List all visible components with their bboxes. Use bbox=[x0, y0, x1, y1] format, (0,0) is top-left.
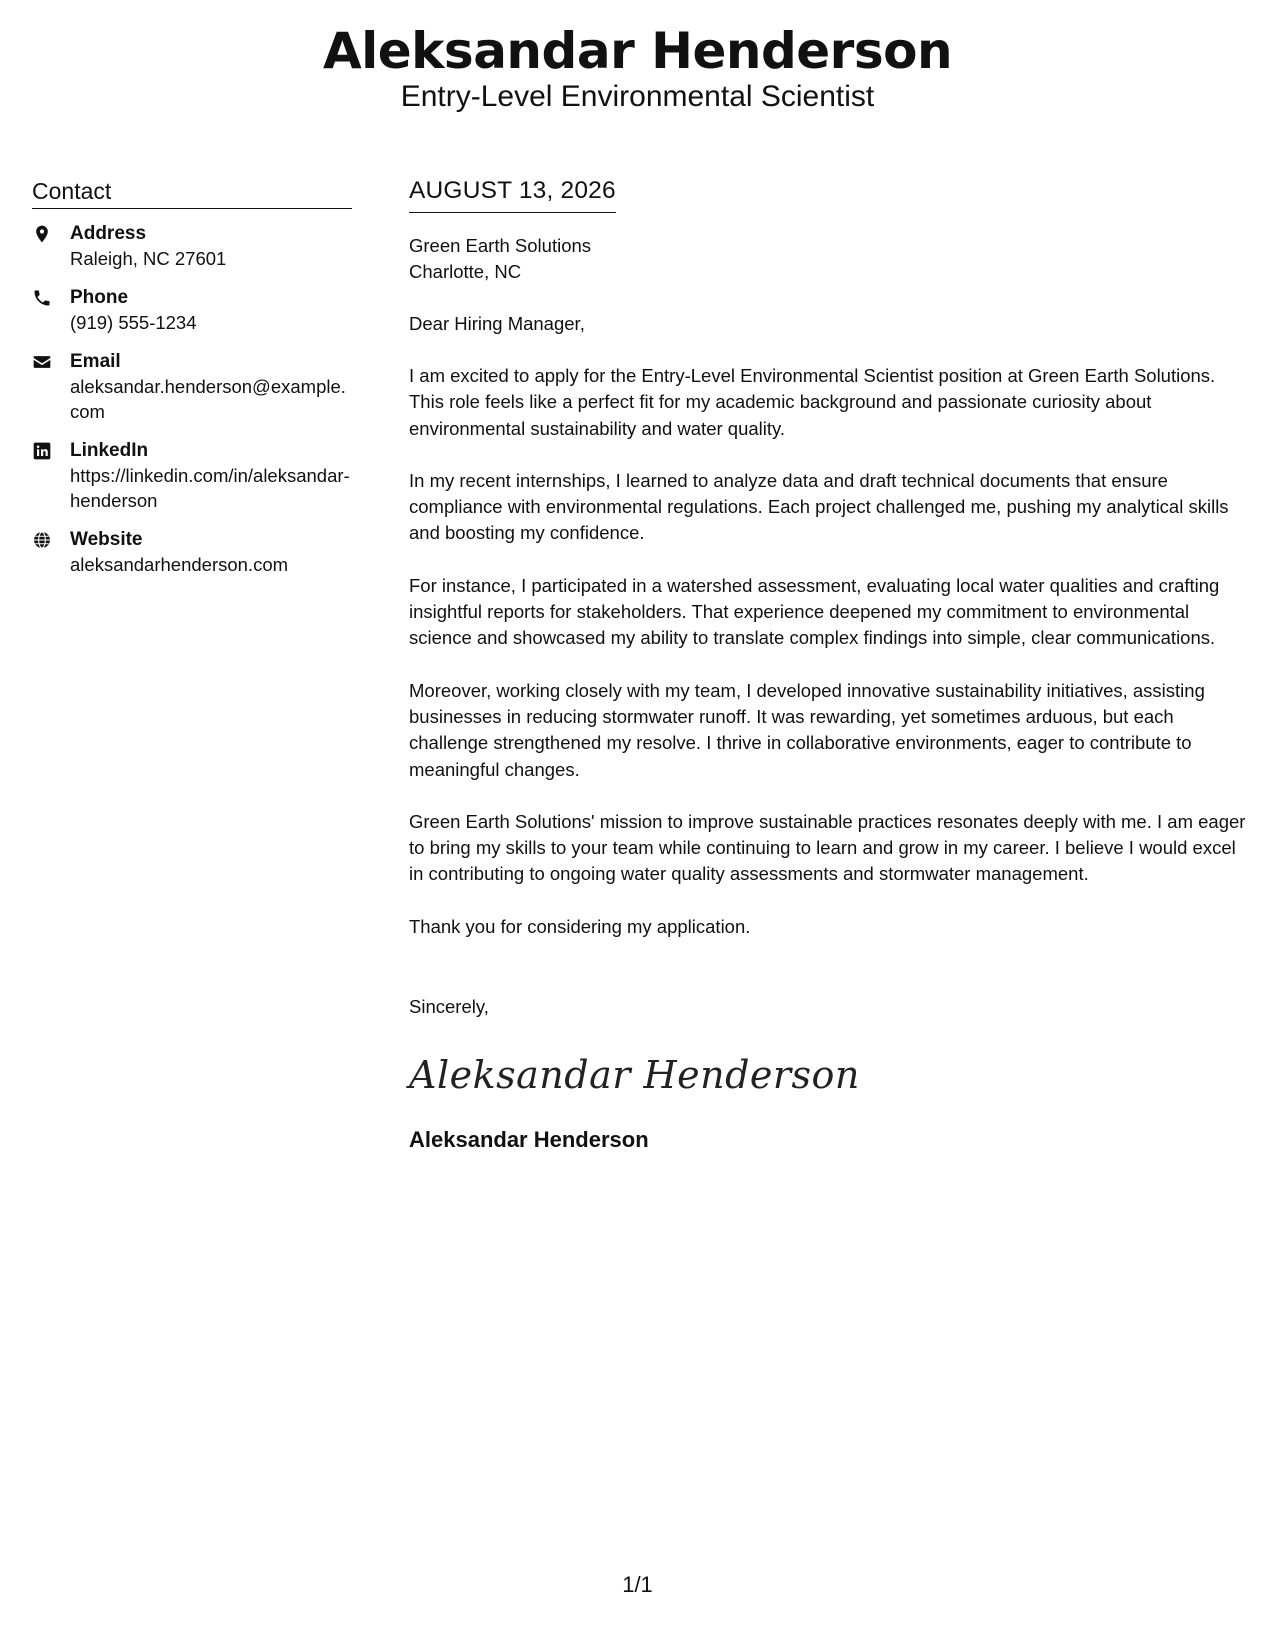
body-paragraph: Moreover, working closely with my team, I developed innovative sustainability initiatives, assisting businesses in reducing stormwater runoff. It was rewarding, yet sometimes arduous, but each challenge strengthened my resolve. I thrive in collaborative environments, eager to contribute to meaningful changes. bbox=[409, 679, 1205, 780]
contact-sidebar bbox=[32, 176, 352, 591]
contact-label: Website bbox=[70, 529, 143, 550]
body-paragraph: Green Earth Solutions' mission to improve sustainable practices resonates deeply with me. I am eager to bring my skills to your team while continuing to learn and grow in my career. I believe I would excel in contributing to ongoing water quality assessments and stormwater management. bbox=[409, 810, 1246, 885]
header bbox=[0, 22, 1275, 114]
contact-list bbox=[32, 221, 352, 577]
date-block bbox=[409, 176, 616, 213]
body-paragraph: In my recent internships, I learned to analyze data and draft technical documents that ensure compliance with environmental regulations. Each project challenged me, pushing my analytical skills and boosting my confidence. bbox=[409, 469, 1229, 544]
recipient-location: Charlotte, NC bbox=[409, 261, 522, 282]
linkedin-link[interactable]: https://linkedin.com/in/aleksandar-henderson bbox=[70, 465, 350, 511]
map-pin-icon bbox=[32, 221, 70, 271]
signed-name: Aleksandar Henderson bbox=[409, 1127, 649, 1153]
phone-value: (919) 555-1234 bbox=[70, 312, 197, 333]
envelope-icon bbox=[32, 349, 70, 424]
contact-item-email bbox=[32, 349, 352, 424]
contact-label: Address bbox=[70, 223, 147, 244]
email-link[interactable]: aleksandar.henderson@example.com bbox=[70, 376, 346, 422]
contact-heading: Contact bbox=[32, 176, 352, 209]
contact-label: LinkedIn bbox=[70, 440, 149, 461]
contact-item-website bbox=[32, 527, 352, 577]
phone-icon bbox=[32, 285, 70, 335]
contact-item-linkedin bbox=[32, 438, 352, 513]
candidate-name: Aleksandar Henderson bbox=[322, 22, 953, 80]
salutation: Dear Hiring Manager, bbox=[409, 313, 585, 334]
body-paragraph: I am excited to apply for the Entry-Level Environmental Scientist position at Green Earth Solutions. This role feels like a perfect fit for my academic background and passionate curiosity about environmental sustainability and water quality. bbox=[409, 365, 1216, 439]
recipient-block bbox=[409, 233, 1254, 285]
closing: Sincerely, bbox=[409, 996, 489, 1018]
body-paragraph: Thank you for considering my application. bbox=[409, 915, 751, 937]
address-value: Raleigh, NC 27601 bbox=[70, 248, 227, 269]
website-link[interactable]: aleksandarhenderson.com bbox=[70, 554, 289, 575]
globe-icon bbox=[32, 527, 70, 577]
job-title: Entry-Level Environmental Scientist bbox=[400, 80, 875, 113]
recipient-company: Green Earth Solutions bbox=[409, 235, 592, 256]
letter-date: AUGUST 13, 2026 bbox=[409, 177, 616, 204]
page-number: 1/1 bbox=[622, 1572, 653, 1597]
linkedin-icon bbox=[32, 438, 70, 513]
contact-item-phone bbox=[32, 285, 352, 335]
contact-item-address bbox=[32, 221, 352, 271]
letter-body bbox=[409, 176, 1254, 1155]
contact-label: Email bbox=[70, 351, 121, 372]
signature-image bbox=[409, 1050, 860, 1100]
signature: Aleksandar Henderson bbox=[409, 1053, 860, 1098]
body-paragraph: For instance, I participated in a watershed assessment, evaluating local water qualities and crafting insightful reports for stakeholders. That experience deepened my commitment to environmental science and showcased my ability to translate complex findings into simple, clear communications. bbox=[409, 574, 1220, 649]
contact-label: Phone bbox=[70, 287, 129, 308]
